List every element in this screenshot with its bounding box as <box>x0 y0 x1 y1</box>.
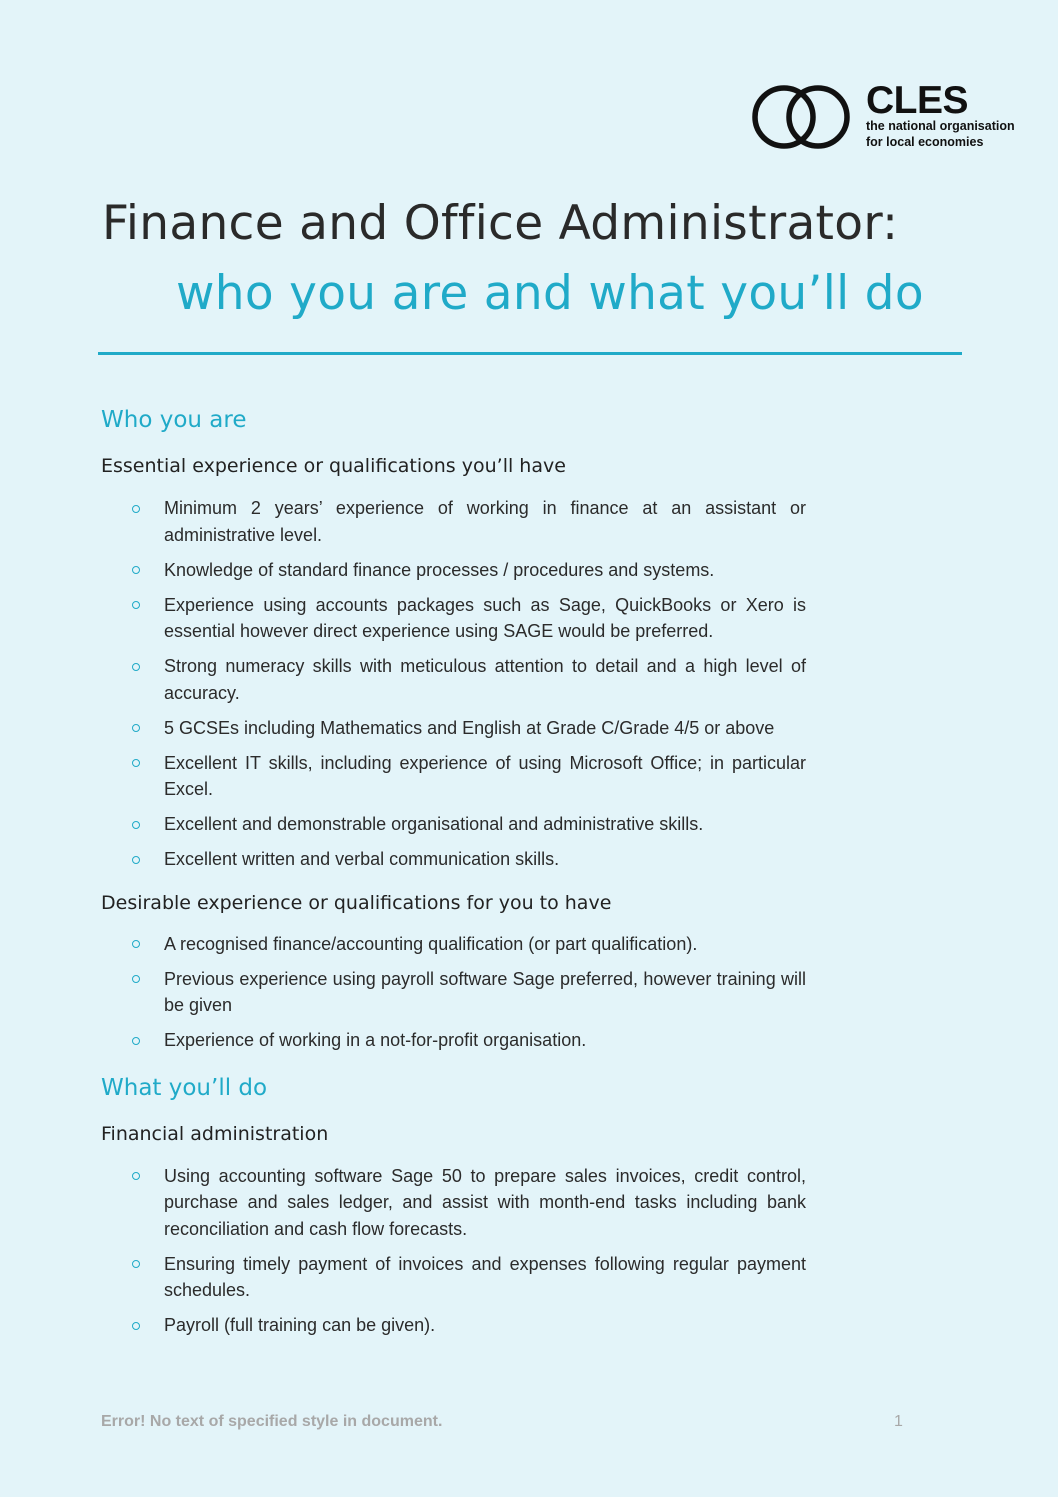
logo-text <box>866 79 1015 150</box>
bullet-icon <box>132 601 140 609</box>
bullet-icon <box>132 1260 140 1268</box>
footer-error-text: Error! No text of specified style in document. <box>101 1413 443 1430</box>
section-heading-who-you-are: Who you are <box>101 407 247 433</box>
section-heading-what-youll-do: What you’ll do <box>101 1074 268 1101</box>
bullet-icon <box>132 940 140 948</box>
logo-tagline-line1: the national organisation <box>866 119 1015 133</box>
title-divider <box>98 352 962 355</box>
bullet-icon <box>132 1322 140 1330</box>
bullet-icon <box>132 566 140 574</box>
bullet-icon <box>132 975 140 983</box>
bullet-icon <box>132 856 140 864</box>
bullet-icon <box>132 663 140 671</box>
page-number: 1 <box>894 1413 903 1430</box>
bullet-icon <box>132 1037 140 1045</box>
bullet-icon <box>132 724 140 732</box>
logo-tagline-line2: for local economies <box>866 135 984 149</box>
list-item: Excellent written and verbal communication skills. <box>101 846 806 873</box>
list-item: A recognised finance/accounting qualification (or part qualification). <box>101 931 806 958</box>
financial-admin-list <box>101 1163 806 1339</box>
bullet-icon <box>132 759 140 767</box>
list-item: Excellent and demonstrable organisational and administrative skills. <box>101 811 806 838</box>
desirable-list <box>101 931 806 1054</box>
subheading-essential: Essential experience or qualifications you’ll have <box>101 455 566 477</box>
page-title: Finance and Office Administrator: <box>102 196 899 251</box>
subheading-desirable: Desirable experience or qualifications for you to have <box>101 891 612 914</box>
list-item: Excellent IT skills, including experience of using Microsoft Office; in particular Excel. <box>101 750 806 803</box>
logo-name: CLES <box>866 79 969 122</box>
bullet-icon <box>132 1172 140 1180</box>
list-item: Payroll (full training can be given). <box>101 1312 806 1339</box>
list-item: Using accounting software Sage 50 to prepare sales invoices, credit control, purchase and sales ledger, and assist with month-end tasks including bank reconciliation and cash flow forecasts. <box>101 1163 806 1243</box>
cles-logo <box>752 79 1015 150</box>
list-item: 5 GCSEs including Mathematics and English at Grade C/Grade 4/5 or above <box>101 715 806 742</box>
cles-rings-logo-icon <box>752 84 852 150</box>
list-item: Previous experience using payroll software Sage preferred, however training will be given <box>101 966 806 1019</box>
list-item: Strong numeracy skills with meticulous attention to detail and a high level of accuracy. <box>101 653 806 706</box>
list-item: Experience using accounts packages such as Sage, QuickBooks or Xero is essential however direct experience using SAGE would be preferred. <box>101 592 806 645</box>
list-item: Minimum 2 years’ experience of working in finance at an assistant or administrative level. <box>101 495 806 548</box>
bullet-icon <box>132 821 140 829</box>
document-body <box>101 400 806 1347</box>
list-item: Knowledge of standard finance processes / procedures and systems. <box>101 557 806 584</box>
list-item: Ensuring timely payment of invoices and expenses following regular payment schedules. <box>101 1251 806 1304</box>
subheading-financial-administration: Financial administration <box>101 1122 329 1145</box>
page-subtitle: who you are and what you’ll do <box>176 266 924 321</box>
essential-list <box>101 495 806 873</box>
list-item: Experience of working in a not-for-profit organisation. <box>101 1027 806 1054</box>
bullet-icon <box>132 505 140 513</box>
